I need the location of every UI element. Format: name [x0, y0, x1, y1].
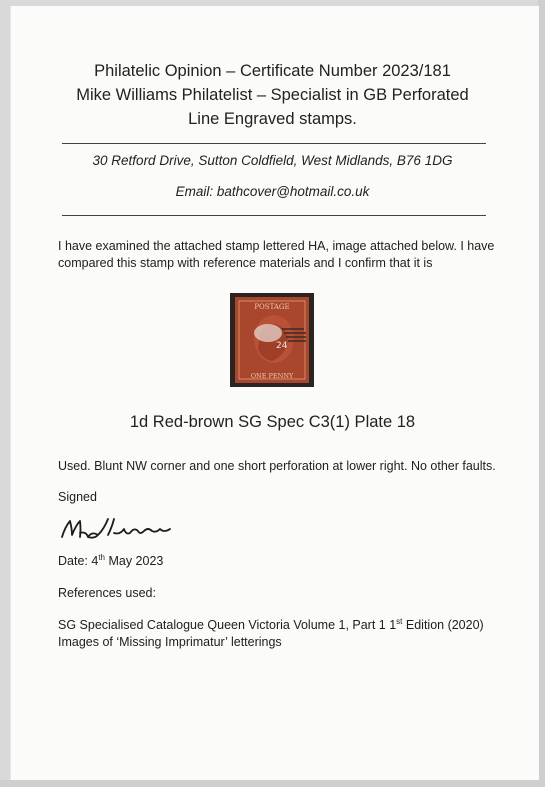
stamp-illustration: [230, 293, 314, 387]
divider-bottom: [62, 215, 486, 216]
intro-line-1: I have examined the attached stamp lettered HA, image attached below. I have: [58, 239, 495, 253]
stamp-top-text: POSTAGE: [254, 303, 290, 311]
references-label: References used:: [58, 586, 156, 600]
handwritten-signature: [58, 513, 208, 543]
stamp-description: 1d Red-brown SG Spec C3(1) Plate 18: [129, 413, 416, 431]
reference-2: Images of ‘Missing Imprimatur’ letterings: [58, 635, 282, 649]
specialist-line: Line Engraved stamps.: [188, 110, 357, 128]
condition-text: Used. Blunt NW corner and one short perforation at lower right. No other faults.: [58, 459, 496, 473]
stamp-bottom-text: ONE PENNY: [250, 372, 294, 380]
intro-line-2: compared this stamp with reference materials and I confirm that it is: [58, 256, 433, 270]
postmark-cancel: [254, 324, 282, 342]
signed-label: Signed: [58, 490, 97, 504]
stamp-image: [230, 293, 314, 387]
page-edge-bottom: [0, 780, 545, 787]
address: 30 Retford Drive, Sutton Coldfield, West Midlands, B76 1DG: [92, 153, 453, 168]
philatelist-name-line: Mike Williams Philatelist – Specialist in GB Perforated: [76, 86, 469, 104]
postmark-number: 24: [276, 341, 288, 351]
certificate-date: Date: 4th May 2023: [58, 552, 164, 568]
reference-1: SG Specialised Catalogue Queen Victoria Volume 1, Part 1 1st Edition (2020): [58, 616, 484, 632]
divider-top: [62, 143, 486, 144]
email: Email: bathcover@hotmail.co.uk: [175, 184, 370, 199]
certificate-heading: Philatelic Opinion – Certificate Number 2023/181: [94, 62, 451, 80]
